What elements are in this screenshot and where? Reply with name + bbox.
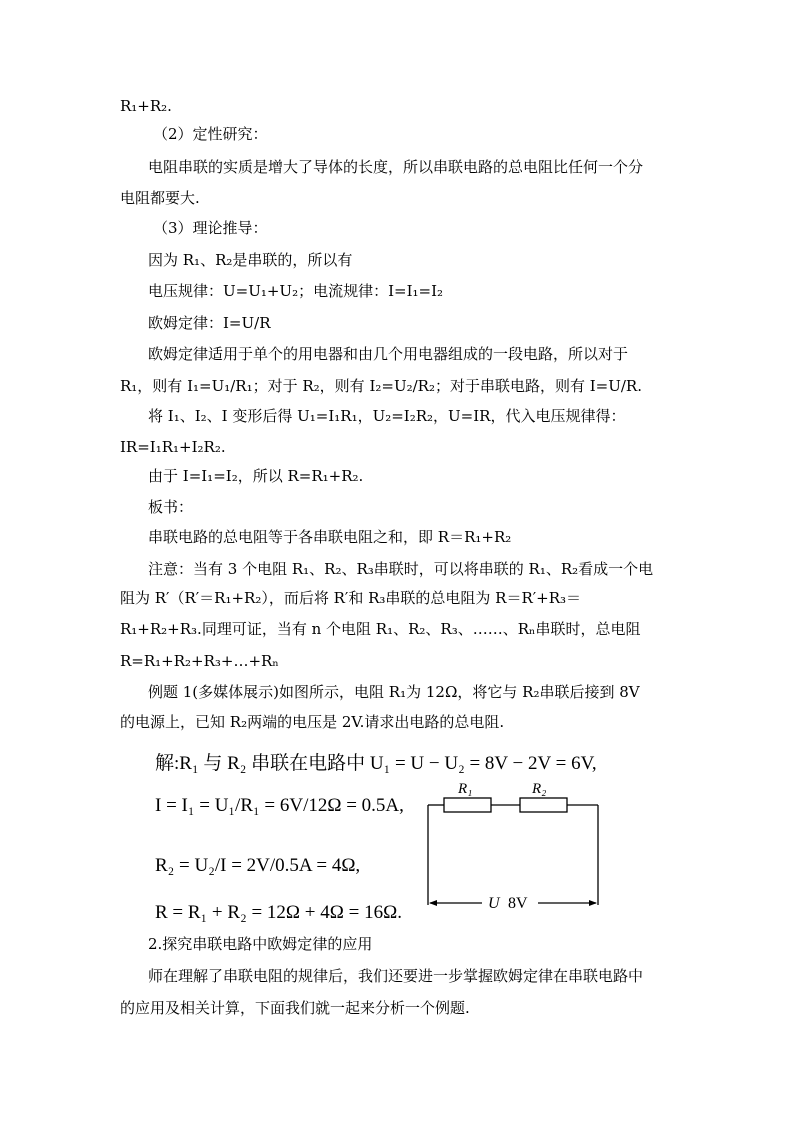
text-line: 注意：当有 3 个电阻 R₁、R₂、R₃串联时，可以将串联的 R₁、R₂看成一个电 xyxy=(148,560,654,578)
text-line: 师在理解了串联电阻的规律后，我们还要进一步掌握欧姆定律在串联电路中 xyxy=(148,967,644,985)
text-line: R₁+R₂. xyxy=(120,97,172,115)
text-line: 阻为 R′（R′＝R₁+R₂），而后将 R′和 R₃串联的总电阻为 R＝R′+R₃＝ xyxy=(120,589,582,607)
text-line: 由于 I=I₁=I₂，所以 R=R₁+R₂. xyxy=(148,467,364,485)
text-line: 电阻串联的实质是增大了导体的长度，所以串联电路的总电阻比任何一个分 xyxy=(148,158,644,176)
resistor-r2 xyxy=(520,798,567,812)
arrowhead-left-icon xyxy=(429,900,437,906)
solution-line-3: R₂ = U₂/I = 2V/0.5A = 4Ω, xyxy=(155,855,361,876)
text-line: 欧姆定律：I=U/R xyxy=(148,314,271,332)
example-line: 的电源上，已知 R₂两端的电压是 2V.请求出电路的总电阻. xyxy=(120,713,505,731)
text-line: R₁+R₂+R₃.同理可证，当有 n 个电阻 R₁、R₂、R₃、……、Rₙ串联时，总电阻 xyxy=(120,620,641,638)
text-line: 电阻都要大. xyxy=(120,189,200,207)
text-line: 串联电路的总电阻等于各串联电阻之和，即 R＝R₁+R₂ xyxy=(148,528,512,546)
resistor-r1 xyxy=(444,798,491,812)
text-line: R=R₁+R₂+R₃+…+Rₙ xyxy=(120,652,279,670)
text-line: R₁，则有 I₁=U₁/R₁；对于 R₂，则有 I₂=U₂/R₂；对于串联电路，则有 I=U/R. xyxy=(120,377,642,395)
heading-derivation: （3）理论推导： xyxy=(153,219,268,237)
example-line: 例题 1(多媒体展示)如图所示，电阻 R₁为 12Ω，将它与 R₂串联后接到 8V xyxy=(148,683,640,701)
text-line: 将 I₁、I₂、I 变形后得 U₁=I₁R₁，U₂=I₂R₂，U=IR，代入电压规律得： xyxy=(148,407,626,425)
text-line: IR=I₁R₁+I₂R₂. xyxy=(120,438,226,456)
solution-line-1: 解:R₁ 与 R₂ 串联在电路中 U₁ = U − U₂ = 8V − 2V = 6V, xyxy=(155,753,597,774)
heading-qualitative: （2）定性研究： xyxy=(153,125,268,143)
circuit-diagram xyxy=(420,775,610,915)
text-line: 的应用及相关计算，下面我们就一起来分析一个例题. xyxy=(120,999,470,1017)
text-line: 电压规律：U=U₁+U₂；电流规律：I=I₁=I₂ xyxy=(148,282,444,300)
solution-line-4: R = R₁ + R₂ = 12Ω + 4Ω = 16Ω. xyxy=(155,902,402,923)
voltage-label: 8V xyxy=(508,895,528,912)
arrowhead-right-icon xyxy=(589,900,597,906)
text-line: 板书： xyxy=(148,498,194,516)
r1-label: R₁ xyxy=(458,781,473,797)
section-2-title: 2.探究串联电路中欧姆定律的应用 xyxy=(148,935,373,953)
text-line: 欧姆定律适用于单个的用电器和由几个用电器组成的一段电路，所以对于 xyxy=(148,345,629,363)
text-line: 因为 R₁、R₂是串联的，所以有 xyxy=(148,251,353,269)
u-label: U xyxy=(488,895,500,912)
solution-line-2: I = I₁ = U₁/R₁ = 6V/12Ω = 0.5A, xyxy=(155,795,404,816)
r2-label: R₂ xyxy=(532,781,547,797)
